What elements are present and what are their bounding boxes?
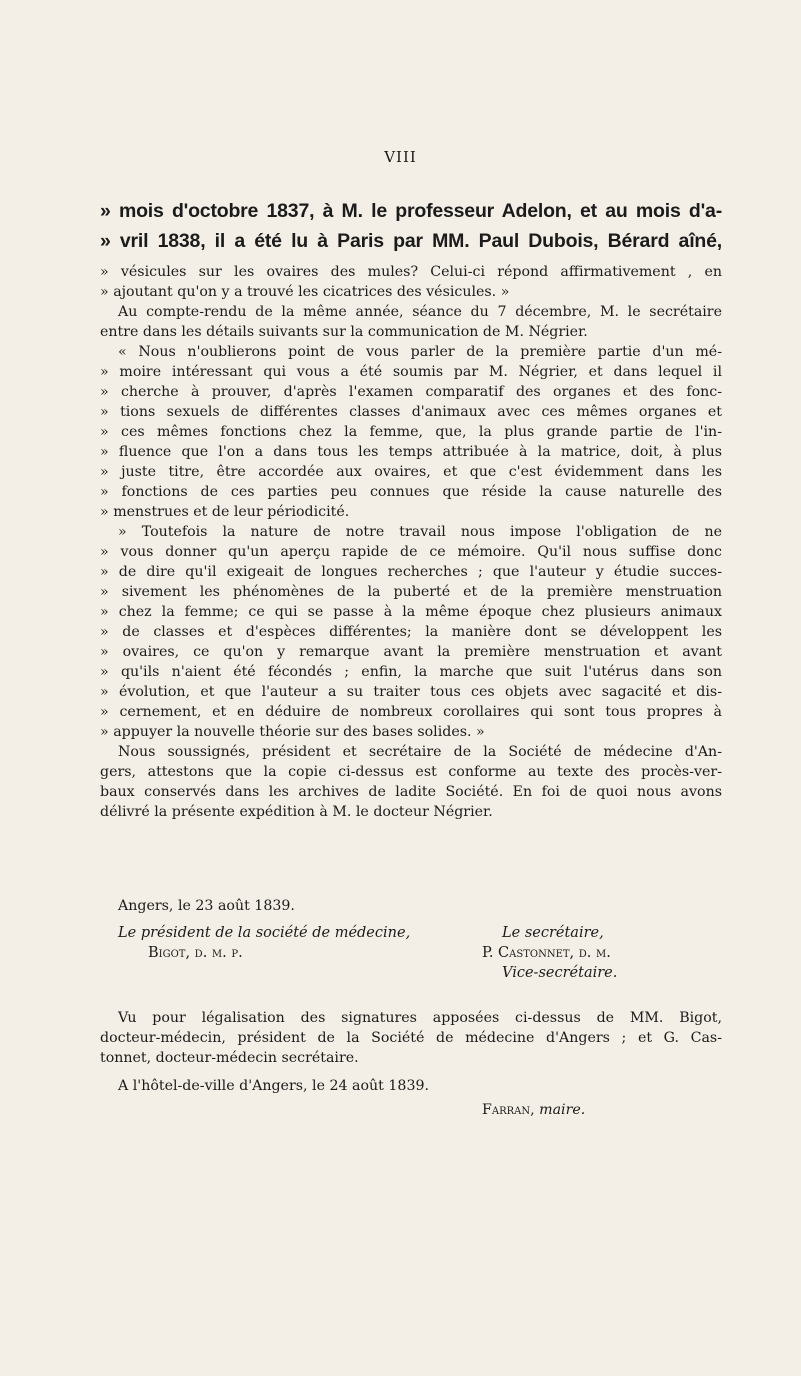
mayor-date-line: A l'hôtel-de-ville d'Angers, le 24 août 1839. xyxy=(118,1078,430,1094)
body-text xyxy=(100,262,722,822)
body-line: » ces mêmes fonctions chez la femme, que, la plus grande partie de l'in- xyxy=(100,424,722,440)
body-line: délivré la présente expédition à M. le docteur Négrier. xyxy=(100,804,493,820)
signature-president xyxy=(118,923,410,963)
date-line: Angers, le 23 août 1839. xyxy=(118,898,295,914)
body-line: » cherche à prouver, d'après l'examen comparatif des organes et des fonc- xyxy=(100,384,722,400)
legalisation-line: Vu pour légalisation des signatures apposées ci-dessus de MM. Bigot, xyxy=(118,1010,722,1026)
body-line: « Nous n'oublierons point de vous parler de la première partie d'un mé- xyxy=(118,344,722,360)
heading-line: » mois d'octobre 1837, à M. le professeur Adelon, et au mois d'a- xyxy=(100,200,722,222)
body-line: baux conservés dans les archives de ladite Société. En foi de quoi nous avons xyxy=(100,784,722,800)
body-line: » menstrues et de leur périodicité. xyxy=(100,504,350,520)
body-line: » appuyer la nouvelle théorie sur des bases solides. » xyxy=(100,724,485,740)
body-line: » tions sexuels de différentes classes d'animaux avec ces mêmes organes et xyxy=(100,404,722,420)
body-line: » de classes et d'espèces différentes; la manière dont se développent les xyxy=(100,624,722,640)
heading-paragraph xyxy=(100,196,722,256)
signature-president-name: Bigot, d. m. p. xyxy=(148,945,243,961)
signature-secretary-name: P. Castonnet, d. m. xyxy=(482,945,611,961)
body-line: » vous donner qu'un aperçu rapide de ce mémoire. Qu'il nous suffise donc xyxy=(100,544,722,560)
body-line: » Toutefois la nature de notre travail nous impose l'obligation de ne xyxy=(118,524,722,540)
mayor-name: Farran, xyxy=(482,1102,535,1118)
body-line: » évolution, et que l'auteur a su traiter tous ces objets avec sagacité et dis- xyxy=(100,684,722,700)
body-line: » cernement, et en déduire de nombreux corollaires qui sont tous propres à xyxy=(100,704,722,720)
heading-line: » vril 1838, il a été lu à Paris par MM. Paul Dubois, Bérard aîné, xyxy=(100,230,722,252)
page-number: VIII xyxy=(384,148,417,166)
body-line: » de dire qu'il exigeait de longues recherches ; que l'auteur y étudie succes- xyxy=(100,564,722,580)
body-line: » juste titre, être accordée aux ovaires, et que c'est évidemment dans les xyxy=(100,464,722,480)
body-line: » qu'ils n'aient été fécondés ; enfin, la marche que suit l'utérus dans son xyxy=(100,664,722,680)
body-line: » ovaires, ce qu'on y remarque avant la première menstruation et avant xyxy=(100,644,722,660)
body-line: » vésicules sur les ovaires des mules? Celui-ci répond affirmativement , en xyxy=(100,264,722,280)
body-line: entre dans les détails suivants sur la communication de M. Négrier. xyxy=(100,324,588,340)
mayor-role: maire. xyxy=(539,1102,586,1118)
body-line: » moire intéressant qui vous a été soumis par M. Négrier, et dans lequel il xyxy=(100,364,722,380)
body-line: gers, attestons que la copie ci-dessus est conforme au texte des procès-ver- xyxy=(100,764,722,780)
mayor-signature xyxy=(482,1100,722,1120)
legalisation-line: tonnet, docteur-médecin secrétaire. xyxy=(100,1050,359,1066)
signature-president-title: Le président de la société de médecine, xyxy=(118,925,411,941)
body-line: » fonctions de ces parties peu connues que réside la cause naturelle des xyxy=(100,484,722,500)
signature-secretary xyxy=(482,923,617,983)
legalisation-paragraph xyxy=(100,1008,722,1068)
body-line: » fluence que l'on a dans tous les temps attribuée à la matrice, doit, à plus xyxy=(100,444,722,460)
signature-secretary-title: Le secrétaire, xyxy=(502,925,604,941)
body-line: » chez la femme; ce qui se passe à la même époque chez plusieurs animaux xyxy=(100,604,722,620)
signature-secretary-role: Vice-secrétaire. xyxy=(502,965,618,981)
body-line: » ajoutant qu'on y a trouvé les cicatrices des vésicules. » xyxy=(100,284,510,300)
body-line: » sivement les phénomènes de la puberté et de la première menstruation xyxy=(100,584,722,600)
body-line: Au compte-rendu de la même année, séance du 7 décembre, M. le secrétaire xyxy=(118,304,722,320)
body-line: Nous soussignés, président et secrétaire de la Société de médecine d'An- xyxy=(118,744,722,760)
legalisation-line: docteur-médecin, président de la Société de médecine d'Angers ; et G. Cas- xyxy=(100,1030,722,1046)
